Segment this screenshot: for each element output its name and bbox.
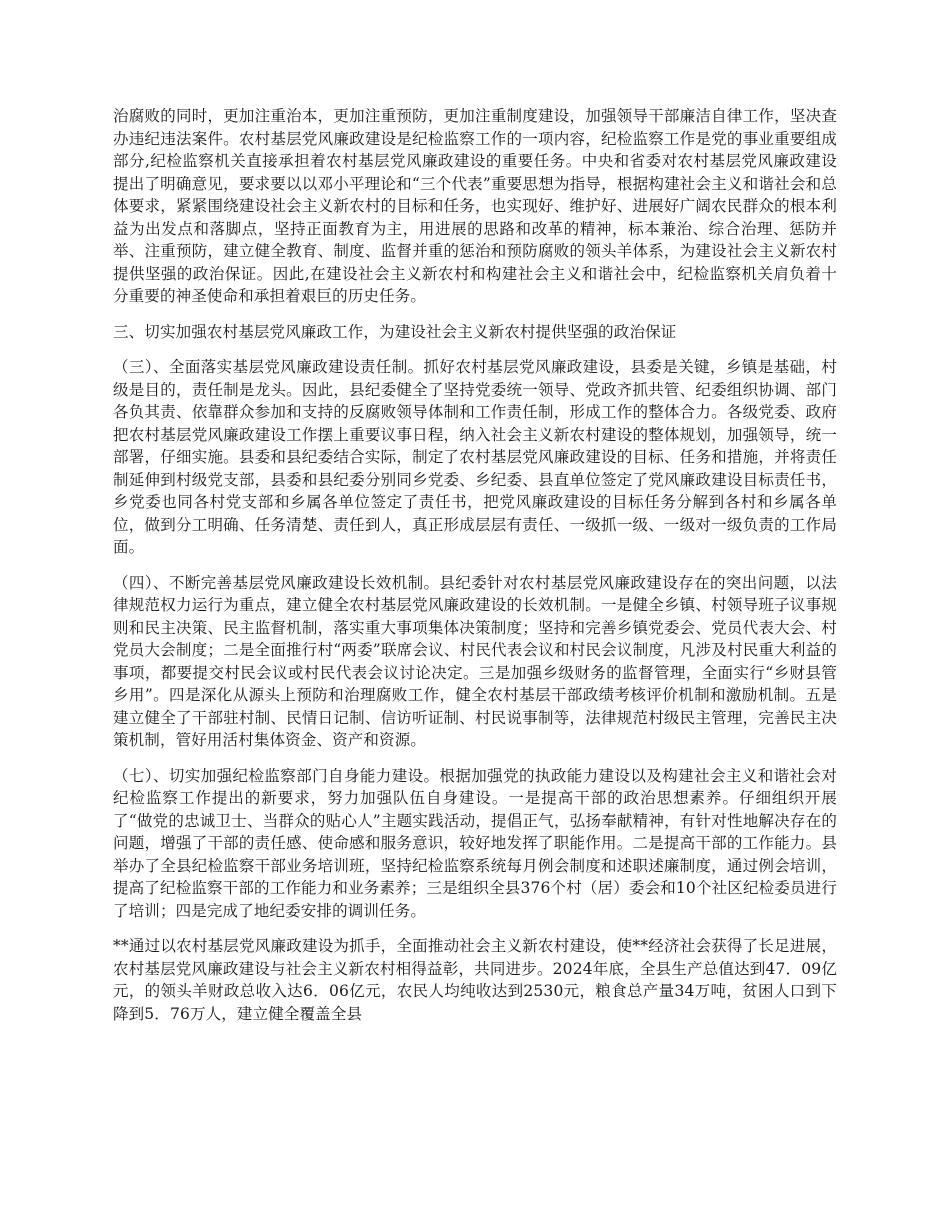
paragraph-results: **通过以农村基层党风廉政建设为抓手，全面推动社会主义新农村建设，使**经济社会获得了长足进展，农村基层党风廉政建设与社会主义新农村相得益彰，共同进步。2024年底，全县生产总值达到47．09亿元，的领头羊财政总收入达6．06亿元，农民人均纯收达到2530元，粮食总产量34万吨，贫困人口到下降到5．76万人，建立健全覆盖全县 [113, 937, 837, 1023]
paragraph-long-term-mechanism: （四）、不断完善基层党风廉政建设长效机制。县纪委针对农村基层党风廉政建设存在的突出问题，以法律规范权力运行为重点，建立健全农村基层党风廉政建设的长效机制。一是健全乡镇、村领导班子议事规则和民主决策、民主监督机制，落实重大事项集体决策制度；坚持和完善乡镇党委会、党员代表大会、村党员大会制度；二是全面推行村“两委”联席会议、村民代表会议和村民会议制度，凡涉及村民重大利益的事项，都要提交村民会议或村民代表会议讨论决定。三是加强乡级财务的监督管理，全面实行“乡财县管乡用”。四是深化从源头上预防和治理腐败工作，健全农村基层干部政绩考核评价机制和激励机制。五是建立健全了干部驻村制、民情日记制、信访听证制、村民说事制等，法律规范村级民主管理，完善民主决策机制，管好用活村集体资金、资产和资源。 [113, 573, 837, 749]
paragraph-intro: 治腐败的同时，更加注重治本，更加注重预防，更加注重制度建设，加强领导干部廉洁自律工作，坚决查办违纪违法案件。农村基层党风廉政建设是纪检监察工作的一项内容，纪检监察工作是党的事业重要组成部分,纪检监察机关直接承担着农村基层党风廉政建设的重要任务。中央和省委对农村基层党风廉政建设提出了明确意见，要求要以以邓小平理论和“三个代表”重要思想为指导，根据构建社会主义和谐社会和总体要求，紧紧围绕建设社会主义新农村的目标和任务，也实现好、维护好、进展好广阔农民群众的根本利益为出发点和落脚点，坚持正面教育为主，用进展的思路和改革的精神，标本兼治、综合治理、惩防并举、注重预防，建立健全教育、制度、监督并重的惩治和预防腐败的领头羊体系，为建设社会主义新农村提供坚强的政治保证。因此,在建设社会主义新农村和构建社会主义和谐社会中，纪检监察机关肩负着十分重要的神圣使命和承担着艰巨的历史任务。 [113, 107, 837, 305]
paragraph-capacity-building: （七）、切实加强纪检监察部门自身能力建设。根据加强党的执政能力建设以及构建社会主义和谐社会对纪检监察工作提出的新要求，努力加强队伍自身建设。一是提高干部的政治思想素养。仔细组织开展了“做党的忠诚卫士、当群众的贴心人”主题实践活动，提倡正气，弘扬奉献精神，有针对性地解决存在的问题，增强了干部的责任感、使命感和服务意识，较好地发挥了职能作用。二是提高干部的工作能力。县举办了全县纪检监察干部业务培训班，坚持纪检监察系统每月例会制度和述职述廉制度，通过例会培训，提高了纪检监察干部的工作能力和业务素养；三是组织全县376个村（居）委会和10个社区纪检委员进行了培训；四是完成了地纪委安排的调训任务。 [113, 766, 837, 920]
paragraph-responsibility-system: （三）、全面落实基层党风廉政建设责任制。抓好农村基层党风廉政建设，县委是关键，乡镇是基础，村级是目的，责任制是龙头。因此，县纪委健全了坚持党委统一领导、党政齐抓共管、纪委组织协调、部门各负其责、依靠群众参加和支持的反腐败领导体制和工作责任制，形成工作的整体合力。各级党委、政府把农村基层党风廉政建设工作摆上重要议事日程，纳入社会主义新农村建设的整体规划，加强领导，统一部署，仔细实施。县委和县纪委结合实际，制定了农村基层党风廉政建设的目标、任务和措施，并将责任制延伸到村级党支部，县委和县纪委分别同乡党委、乡纪委、县直单位签定了党风廉政建设目标责任书，乡党委也同各村党支部和乡属各单位签定了责任书，把党风廉政建设的目标任务分解到各村和乡属各单位，做到分工明确、任务清楚、责任到人，真正形成层层有责任、一级抓一级、一级对一级负责的工作局面。 [113, 358, 837, 556]
document-page [113, 105, 837, 1038]
section-heading: 三、切实加强农村基层党风廉政工作，为建设社会主义新农村提供坚强的政治保证 [113, 322, 677, 341]
